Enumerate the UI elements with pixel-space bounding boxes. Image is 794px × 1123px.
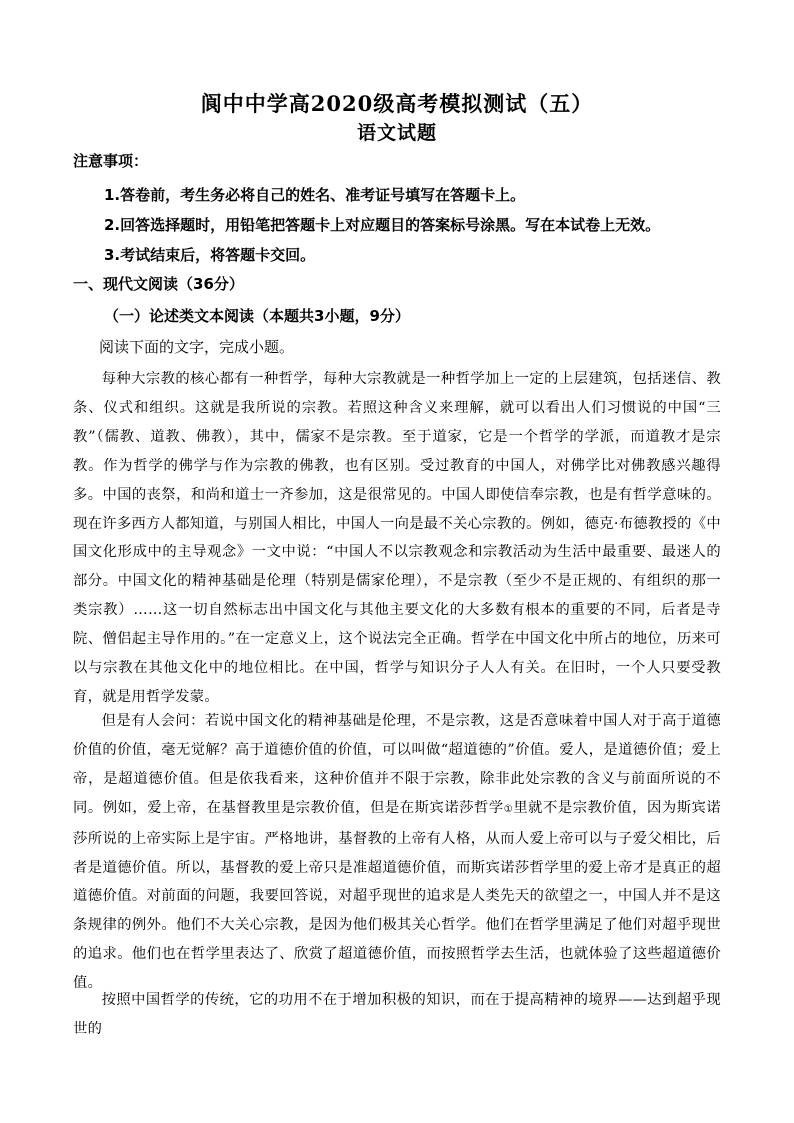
exam-title: 阆中中学高2020级高考模拟测试（五）: [200, 91, 594, 116]
paragraph-2-text-a: 但是有人会问：若说中国文化的精神基础是伦理，不是宗教，这是否意味着中国人对于高于道德价值的价值，毫无觉解？高于道德价值的价值，可以叫做“超道德的”价值。爱人，是道德价值；爱上帝，是超道德价值。但是依我看来，这种价值并不限于宗教，除非此处宗教的含义与前面所说的不同。例如，爱上帝，在基督教里是宗教价值，但是在斯宾诺莎哲学: [73, 713, 721, 816]
paragraph-2-text-b: 里就不是宗教价值，因为斯宾诺莎所说的上帝实际上是宇宙。严格地讲，基督教的上帝有人格，从而人爱上帝可以与子爱父相比，后者是道德价值。所以，基督教的爱上帝只是准超道德价值，而斯宾诺莎哲学里的爱上帝才是真正的超道德价值。对前面的问题，我要回答说，对超乎现世的追求是人类先天的欲望之一，中国人并不是这条规律的例外。他们不大关心宗教，是因为他们极其关心哲学。他们在哲学里满足了他们对超乎现世的追求。他们也在哲学里表达了、欣赏了超道德价值，而按照哲学去生活，也就体验了这些超道德价值。: [73, 799, 722, 992]
section-subheading: （一）论述类文本阅读（本题共3小题，9分）: [104, 307, 410, 325]
footnote-marker: ①: [503, 803, 514, 815]
notice-heading: 注意事项：: [73, 152, 149, 170]
passage-paragraph-1: 每种大宗教的核心都有一种哲学，每种大宗教就是一种哲学加上一定的上层建筑，包括迷信、教条、仪式和组织。这就是我所说的宗教。若照这种含义来理解，就可以看出人们习惯说的中国“三教”（儒教、道教、佛教），其中，儒家不是宗教。至于道家，它是一个哲学的学派，而道教才是宗教。作为哲学的佛学与作为宗教的佛教，也有区别。受过教育的中国人，对佛学比对佛教感兴趣得多。中国的丧祭，和尚和道士一齐参加，这是很常见的。中国人即使信奉宗教，也是有哲学意味的。现在许多西方人都知道，与别国人相比，中国人一向是最不关心宗教的。例如，德克·布德教授的《中国文化形成中的主导观念》一文中说：“中国人不以宗教观念和宗教活动为生活中最重要、最迷人的部分。中国文化的精神基础是伦理（特别是儒家伦理），不是宗教（至少不是正规的、有组织的那一类宗教）……这一切自然标志出中国文化与其他主要文化的大多数有根本的重要的不同，后者是寺院、僧侣起主导作用的。”在一定意义上，这个说法完全正确。哲学在中国文化中所占的地位，历来可以与宗教在其他文化中的地位相比。在中国，哲学与知识分子人人有关。在旧时，一个人只要受教育，就是用哲学发蒙。: [73, 371, 721, 705]
exam-subtitle: 语文试题: [356, 122, 437, 144]
passage-paragraph-3: 按照中国哲学的传统，它的功用不在于增加积极的知识，而在于提高精神的境界——达到超乎现世的: [73, 992, 721, 1037]
notice-item-3: 3.考试结束后，将答题卡交回。: [104, 246, 316, 264]
notice-item-2: 2.回答选择题时，用铅笔把答题卡上对应题目的答案标号涂黑。写在本试卷上无效。: [104, 216, 661, 234]
passage-paragraph-2: [73, 707, 721, 998]
reading-instruction: 阅读下面的文字，完成小题。: [99, 338, 295, 356]
section-heading: 一、现代文阅读（36分）: [73, 275, 244, 293]
notice-item-1: 1.答卷前，考生务必将自己的姓名、准考证号填写在答题卡上。: [104, 186, 526, 204]
